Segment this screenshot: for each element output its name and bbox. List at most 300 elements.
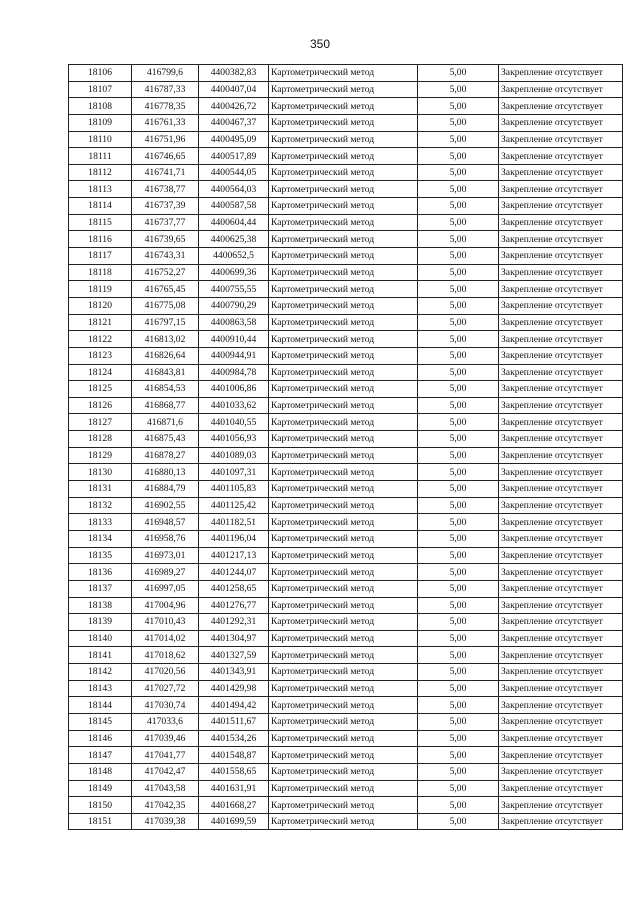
y-coordinate-cell: 4401304,97: [199, 630, 269, 647]
method-cell: Картометрический метод: [269, 364, 418, 381]
x-coordinate-cell: 416765,45: [132, 281, 199, 298]
x-coordinate-cell: 416868,77: [132, 397, 199, 414]
y-coordinate-cell: 4400944,91: [199, 347, 269, 364]
x-coordinate-cell: 416958,76: [132, 530, 199, 547]
y-coordinate-cell: 4401258,65: [199, 580, 269, 597]
point-number-cell: 18112: [69, 164, 132, 181]
method-cell: Картометрический метод: [269, 614, 418, 631]
table-row: [69, 464, 623, 481]
point-number-cell: 18107: [69, 81, 132, 98]
table-row: [69, 514, 623, 531]
point-number-cell: 18128: [69, 431, 132, 448]
x-coordinate-cell: 417018,62: [132, 647, 199, 664]
point-number-cell: 18136: [69, 564, 132, 581]
y-coordinate-cell: 4401217,13: [199, 547, 269, 564]
y-coordinate-cell: 4401668,27: [199, 797, 269, 814]
accuracy-cell: 5,00: [418, 347, 499, 364]
y-coordinate-cell: 4400604,44: [199, 214, 269, 231]
x-coordinate-cell: 416751,96: [132, 131, 199, 148]
fixation-cell: Закрепление отсутствует: [499, 281, 623, 298]
accuracy-cell: 5,00: [418, 414, 499, 431]
x-coordinate-cell: 417041,77: [132, 747, 199, 764]
y-coordinate-cell: 4401105,83: [199, 481, 269, 498]
accuracy-cell: 5,00: [418, 630, 499, 647]
method-cell: Картометрический метод: [269, 630, 418, 647]
x-coordinate-cell: 416797,15: [132, 314, 199, 331]
y-coordinate-cell: 4401699,59: [199, 813, 269, 830]
y-coordinate-cell: 4401429,98: [199, 680, 269, 697]
method-cell: Картометрический метод: [269, 730, 418, 747]
accuracy-cell: 5,00: [418, 397, 499, 414]
fixation-cell: Закрепление отсутствует: [499, 514, 623, 531]
table-row: [69, 347, 623, 364]
accuracy-cell: 5,00: [418, 181, 499, 198]
y-coordinate-cell: 4401097,31: [199, 464, 269, 481]
fixation-cell: Закрепление отсутствует: [499, 114, 623, 131]
table-row: [69, 397, 623, 414]
x-coordinate-cell: 416871,6: [132, 414, 199, 431]
table-row: [69, 730, 623, 747]
table-row: [69, 81, 623, 98]
accuracy-cell: 5,00: [418, 614, 499, 631]
coordinates-table: [68, 64, 623, 830]
point-number-cell: 18120: [69, 297, 132, 314]
table-row: [69, 797, 623, 814]
method-cell: Картометрический метод: [269, 331, 418, 348]
accuracy-cell: 5,00: [418, 514, 499, 531]
y-coordinate-cell: 4401494,42: [199, 697, 269, 714]
method-cell: Картометрический метод: [269, 347, 418, 364]
x-coordinate-cell: 416880,13: [132, 464, 199, 481]
accuracy-cell: 5,00: [418, 214, 499, 231]
y-coordinate-cell: 4400625,38: [199, 231, 269, 248]
accuracy-cell: 5,00: [418, 547, 499, 564]
fixation-cell: Закрепление отсутствует: [499, 647, 623, 664]
x-coordinate-cell: 416973,01: [132, 547, 199, 564]
method-cell: Картометрический метод: [269, 114, 418, 131]
x-coordinate-cell: 416878,27: [132, 447, 199, 464]
y-coordinate-cell: 4400984,78: [199, 364, 269, 381]
fixation-cell: Закрепление отсутствует: [499, 630, 623, 647]
point-number-cell: 18131: [69, 481, 132, 498]
method-cell: Картометрический метод: [269, 797, 418, 814]
point-number-cell: 18134: [69, 530, 132, 547]
method-cell: Картометрический метод: [269, 314, 418, 331]
y-coordinate-cell: 4401276,77: [199, 597, 269, 614]
method-cell: Картометрический метод: [269, 281, 418, 298]
method-cell: Картометрический метод: [269, 713, 418, 730]
table-row: [69, 414, 623, 431]
method-cell: Картометрический метод: [269, 297, 418, 314]
table-row: [69, 164, 623, 181]
y-coordinate-cell: 4400755,55: [199, 281, 269, 298]
table-row: [69, 530, 623, 547]
y-coordinate-cell: 4400407,04: [199, 81, 269, 98]
accuracy-cell: 5,00: [418, 763, 499, 780]
method-cell: Картометрический метод: [269, 397, 418, 414]
fixation-cell: Закрепление отсутствует: [499, 331, 623, 348]
x-coordinate-cell: 417042,47: [132, 763, 199, 780]
fixation-cell: Закрепление отсутствует: [499, 131, 623, 148]
x-coordinate-cell: 416738,77: [132, 181, 199, 198]
x-coordinate-cell: 416997,05: [132, 580, 199, 597]
table-row: [69, 431, 623, 448]
x-coordinate-cell: 416854,53: [132, 381, 199, 398]
accuracy-cell: 5,00: [418, 148, 499, 165]
x-coordinate-cell: 416746,65: [132, 148, 199, 165]
fixation-cell: Закрепление отсутствует: [499, 497, 623, 514]
method-cell: Картометрический метод: [269, 747, 418, 764]
fixation-cell: Закрепление отсутствует: [499, 780, 623, 797]
accuracy-cell: 5,00: [418, 497, 499, 514]
y-coordinate-cell: 4400517,89: [199, 148, 269, 165]
accuracy-cell: 5,00: [418, 564, 499, 581]
x-coordinate-cell: 417027,72: [132, 680, 199, 697]
y-coordinate-cell: 4400495,09: [199, 131, 269, 148]
method-cell: Картометрический метод: [269, 664, 418, 681]
fixation-cell: Закрепление отсутствует: [499, 347, 623, 364]
point-number-cell: 18118: [69, 264, 132, 281]
fixation-cell: Закрепление отсутствует: [499, 381, 623, 398]
method-cell: Картометрический метод: [269, 65, 418, 82]
point-number-cell: 18127: [69, 414, 132, 431]
method-cell: Картометрический метод: [269, 481, 418, 498]
y-coordinate-cell: 4401343,91: [199, 664, 269, 681]
fixation-cell: Закрепление отсутствует: [499, 81, 623, 98]
point-number-cell: 18149: [69, 780, 132, 797]
accuracy-cell: 5,00: [418, 198, 499, 215]
method-cell: Картометрический метод: [269, 414, 418, 431]
point-number-cell: 18139: [69, 614, 132, 631]
accuracy-cell: 5,00: [418, 447, 499, 464]
table-row: [69, 148, 623, 165]
table-row: [69, 65, 623, 82]
method-cell: Картометрический метод: [269, 381, 418, 398]
accuracy-cell: 5,00: [418, 297, 499, 314]
fixation-cell: Закрепление отсутствует: [499, 813, 623, 830]
accuracy-cell: 5,00: [418, 747, 499, 764]
point-number-cell: 18116: [69, 231, 132, 248]
y-coordinate-cell: 4401006,86: [199, 381, 269, 398]
point-number-cell: 18150: [69, 797, 132, 814]
x-coordinate-cell: 417043,58: [132, 780, 199, 797]
point-number-cell: 18114: [69, 198, 132, 215]
x-coordinate-cell: 416902,55: [132, 497, 199, 514]
x-coordinate-cell: 416787,33: [132, 81, 199, 98]
table-row: [69, 248, 623, 265]
table-row: [69, 447, 623, 464]
accuracy-cell: 5,00: [418, 713, 499, 730]
accuracy-cell: 5,00: [418, 780, 499, 797]
method-cell: Картометрический метод: [269, 530, 418, 547]
y-coordinate-cell: 4400910,44: [199, 331, 269, 348]
table-row: [69, 630, 623, 647]
point-number-cell: 18115: [69, 214, 132, 231]
y-coordinate-cell: 4401244,07: [199, 564, 269, 581]
x-coordinate-cell: 417004,96: [132, 597, 199, 614]
y-coordinate-cell: 4400790,29: [199, 297, 269, 314]
table-row: [69, 813, 623, 830]
x-coordinate-cell: 417020,56: [132, 664, 199, 681]
x-coordinate-cell: 416989,27: [132, 564, 199, 581]
point-number-cell: 18148: [69, 763, 132, 780]
x-coordinate-cell: 416884,79: [132, 481, 199, 498]
x-coordinate-cell: 417033,6: [132, 713, 199, 730]
fixation-cell: Закрепление отсутствует: [499, 697, 623, 714]
x-coordinate-cell: 417014,02: [132, 630, 199, 647]
fixation-cell: Закрепление отсутствует: [499, 98, 623, 115]
fixation-cell: Закрепление отсутствует: [499, 297, 623, 314]
point-number-cell: 18141: [69, 647, 132, 664]
method-cell: Картометрический метод: [269, 497, 418, 514]
table-row: [69, 114, 623, 131]
fixation-cell: Закрепление отсутствует: [499, 464, 623, 481]
point-number-cell: 18140: [69, 630, 132, 647]
method-cell: Картометрический метод: [269, 763, 418, 780]
table-row: [69, 481, 623, 498]
fixation-cell: Закрепление отсутствует: [499, 730, 623, 747]
accuracy-cell: 5,00: [418, 464, 499, 481]
x-coordinate-cell: 416741,71: [132, 164, 199, 181]
fixation-cell: Закрепление отсутствует: [499, 431, 623, 448]
table-row: [69, 713, 623, 730]
y-coordinate-cell: 4401558,65: [199, 763, 269, 780]
y-coordinate-cell: 4401548,87: [199, 747, 269, 764]
accuracy-cell: 5,00: [418, 697, 499, 714]
method-cell: Картометрический метод: [269, 780, 418, 797]
point-number-cell: 18108: [69, 98, 132, 115]
point-number-cell: 18143: [69, 680, 132, 697]
accuracy-cell: 5,00: [418, 664, 499, 681]
x-coordinate-cell: 417039,46: [132, 730, 199, 747]
table-row: [69, 331, 623, 348]
method-cell: Картометрический метод: [269, 564, 418, 581]
y-coordinate-cell: 4400587,58: [199, 198, 269, 215]
fixation-cell: Закрепление отсутствует: [499, 264, 623, 281]
point-number-cell: 18151: [69, 813, 132, 830]
accuracy-cell: 5,00: [418, 431, 499, 448]
method-cell: Картометрический метод: [269, 181, 418, 198]
fixation-cell: Закрепление отсутствует: [499, 530, 623, 547]
fixation-cell: Закрепление отсутствует: [499, 713, 623, 730]
accuracy-cell: 5,00: [418, 264, 499, 281]
x-coordinate-cell: 416843,81: [132, 364, 199, 381]
accuracy-cell: 5,00: [418, 730, 499, 747]
method-cell: Картометрический метод: [269, 447, 418, 464]
fixation-cell: Закрепление отсутствует: [499, 564, 623, 581]
point-number-cell: 18132: [69, 497, 132, 514]
table-row: [69, 364, 623, 381]
y-coordinate-cell: 4400863,58: [199, 314, 269, 331]
x-coordinate-cell: 416737,77: [132, 214, 199, 231]
y-coordinate-cell: 4400564,03: [199, 181, 269, 198]
x-coordinate-cell: 416775,08: [132, 297, 199, 314]
accuracy-cell: 5,00: [418, 597, 499, 614]
fixation-cell: Закрепление отсутствует: [499, 198, 623, 215]
accuracy-cell: 5,00: [418, 364, 499, 381]
method-cell: Картометрический метод: [269, 81, 418, 98]
accuracy-cell: 5,00: [418, 65, 499, 82]
x-coordinate-cell: 416739,65: [132, 231, 199, 248]
y-coordinate-cell: 4401125,42: [199, 497, 269, 514]
table-row: [69, 181, 623, 198]
y-coordinate-cell: 4400699,36: [199, 264, 269, 281]
table-row: [69, 214, 623, 231]
fixation-cell: Закрепление отсутствует: [499, 65, 623, 82]
method-cell: Картометрический метод: [269, 98, 418, 115]
table-row: [69, 680, 623, 697]
fixation-cell: Закрепление отсутствует: [499, 747, 623, 764]
method-cell: Картометрический метод: [269, 514, 418, 531]
accuracy-cell: 5,00: [418, 481, 499, 498]
table-row: [69, 647, 623, 664]
method-cell: Картометрический метод: [269, 164, 418, 181]
fixation-cell: Закрепление отсутствует: [499, 231, 623, 248]
x-coordinate-cell: 416737,39: [132, 198, 199, 215]
method-cell: Картометрический метод: [269, 597, 418, 614]
fixation-cell: Закрепление отсутствует: [499, 414, 623, 431]
accuracy-cell: 5,00: [418, 813, 499, 830]
accuracy-cell: 5,00: [418, 647, 499, 664]
point-number-cell: 18130: [69, 464, 132, 481]
y-coordinate-cell: 4401182,51: [199, 514, 269, 531]
y-coordinate-cell: 4401534,26: [199, 730, 269, 747]
table-row: [69, 198, 623, 215]
table-row: [69, 564, 623, 581]
point-number-cell: 18111: [69, 148, 132, 165]
point-number-cell: 18117: [69, 248, 132, 265]
table-row: [69, 763, 623, 780]
x-coordinate-cell: 416826,64: [132, 347, 199, 364]
table-row: [69, 614, 623, 631]
accuracy-cell: 5,00: [418, 314, 499, 331]
point-number-cell: 18106: [69, 65, 132, 82]
table-row: [69, 281, 623, 298]
fixation-cell: Закрепление отсутствует: [499, 181, 623, 198]
table-row: [69, 264, 623, 281]
point-number-cell: 18119: [69, 281, 132, 298]
table-row: [69, 231, 623, 248]
table-row: [69, 547, 623, 564]
x-coordinate-cell: 416761,33: [132, 114, 199, 131]
table-row: [69, 664, 623, 681]
point-number-cell: 18113: [69, 181, 132, 198]
accuracy-cell: 5,00: [418, 331, 499, 348]
point-number-cell: 18121: [69, 314, 132, 331]
x-coordinate-cell: 417030,74: [132, 697, 199, 714]
fixation-cell: Закрепление отсутствует: [499, 364, 623, 381]
method-cell: Картометрический метод: [269, 697, 418, 714]
accuracy-cell: 5,00: [418, 231, 499, 248]
y-coordinate-cell: 4401196,04: [199, 530, 269, 547]
method-cell: Картометрический метод: [269, 214, 418, 231]
method-cell: Картометрический метод: [269, 547, 418, 564]
fixation-cell: Закрепление отсутствует: [499, 481, 623, 498]
table-row: [69, 497, 623, 514]
fixation-cell: Закрепление отсутствует: [499, 314, 623, 331]
fixation-cell: Закрепление отсутствует: [499, 680, 623, 697]
x-coordinate-cell: 417039,38: [132, 813, 199, 830]
table-row: [69, 597, 623, 614]
y-coordinate-cell: 4401056,93: [199, 431, 269, 448]
table-row: [69, 314, 623, 331]
x-coordinate-cell: 416778,35: [132, 98, 199, 115]
x-coordinate-cell: 416752,27: [132, 264, 199, 281]
x-coordinate-cell: 416875,43: [132, 431, 199, 448]
table-row: [69, 297, 623, 314]
x-coordinate-cell: 416948,57: [132, 514, 199, 531]
y-coordinate-cell: 4400426,72: [199, 98, 269, 115]
x-coordinate-cell: 416743,31: [132, 248, 199, 265]
accuracy-cell: 5,00: [418, 81, 499, 98]
y-coordinate-cell: 4401033,62: [199, 397, 269, 414]
method-cell: Картометрический метод: [269, 248, 418, 265]
point-number-cell: 18135: [69, 547, 132, 564]
method-cell: Картометрический метод: [269, 580, 418, 597]
method-cell: Картометрический метод: [269, 231, 418, 248]
fixation-cell: Закрепление отсутствует: [499, 248, 623, 265]
table-row: [69, 697, 623, 714]
y-coordinate-cell: 4400652,5: [199, 248, 269, 265]
point-number-cell: 18142: [69, 664, 132, 681]
accuracy-cell: 5,00: [418, 131, 499, 148]
accuracy-cell: 5,00: [418, 281, 499, 298]
point-number-cell: 18144: [69, 697, 132, 714]
method-cell: Картометрический метод: [269, 131, 418, 148]
point-number-cell: 18147: [69, 747, 132, 764]
table-row: [69, 780, 623, 797]
point-number-cell: 18109: [69, 114, 132, 131]
point-number-cell: 18123: [69, 347, 132, 364]
y-coordinate-cell: 4400544,05: [199, 164, 269, 181]
table-row: [69, 747, 623, 764]
fixation-cell: Закрепление отсутствует: [499, 214, 623, 231]
fixation-cell: Закрепление отсутствует: [499, 797, 623, 814]
point-number-cell: 18138: [69, 597, 132, 614]
fixation-cell: Закрепление отсутствует: [499, 397, 623, 414]
fixation-cell: Закрепление отсутствует: [499, 763, 623, 780]
coordinates-table-body: [69, 65, 623, 830]
accuracy-cell: 5,00: [418, 98, 499, 115]
fixation-cell: Закрепление отсутствует: [499, 547, 623, 564]
point-number-cell: 18122: [69, 331, 132, 348]
point-number-cell: 18124: [69, 364, 132, 381]
x-coordinate-cell: 417010,43: [132, 614, 199, 631]
y-coordinate-cell: 4400382,83: [199, 65, 269, 82]
accuracy-cell: 5,00: [418, 580, 499, 597]
fixation-cell: Закрепление отсутствует: [499, 664, 623, 681]
fixation-cell: Закрепление отсутствует: [499, 164, 623, 181]
point-number-cell: 18146: [69, 730, 132, 747]
y-coordinate-cell: 4401040,55: [199, 414, 269, 431]
y-coordinate-cell: 4401089,03: [199, 447, 269, 464]
method-cell: Картометрический метод: [269, 647, 418, 664]
fixation-cell: Закрепление отсутствует: [499, 580, 623, 597]
point-number-cell: 18137: [69, 580, 132, 597]
x-coordinate-cell: 417042,35: [132, 797, 199, 814]
method-cell: Картометрический метод: [269, 813, 418, 830]
method-cell: Картометрический метод: [269, 148, 418, 165]
accuracy-cell: 5,00: [418, 114, 499, 131]
method-cell: Картометрический метод: [269, 431, 418, 448]
fixation-cell: Закрепление отсутствует: [499, 614, 623, 631]
fixation-cell: Закрепление отсутствует: [499, 447, 623, 464]
table-row: [69, 381, 623, 398]
point-number-cell: 18110: [69, 131, 132, 148]
method-cell: Картометрический метод: [269, 464, 418, 481]
accuracy-cell: 5,00: [418, 530, 499, 547]
point-number-cell: 18145: [69, 713, 132, 730]
